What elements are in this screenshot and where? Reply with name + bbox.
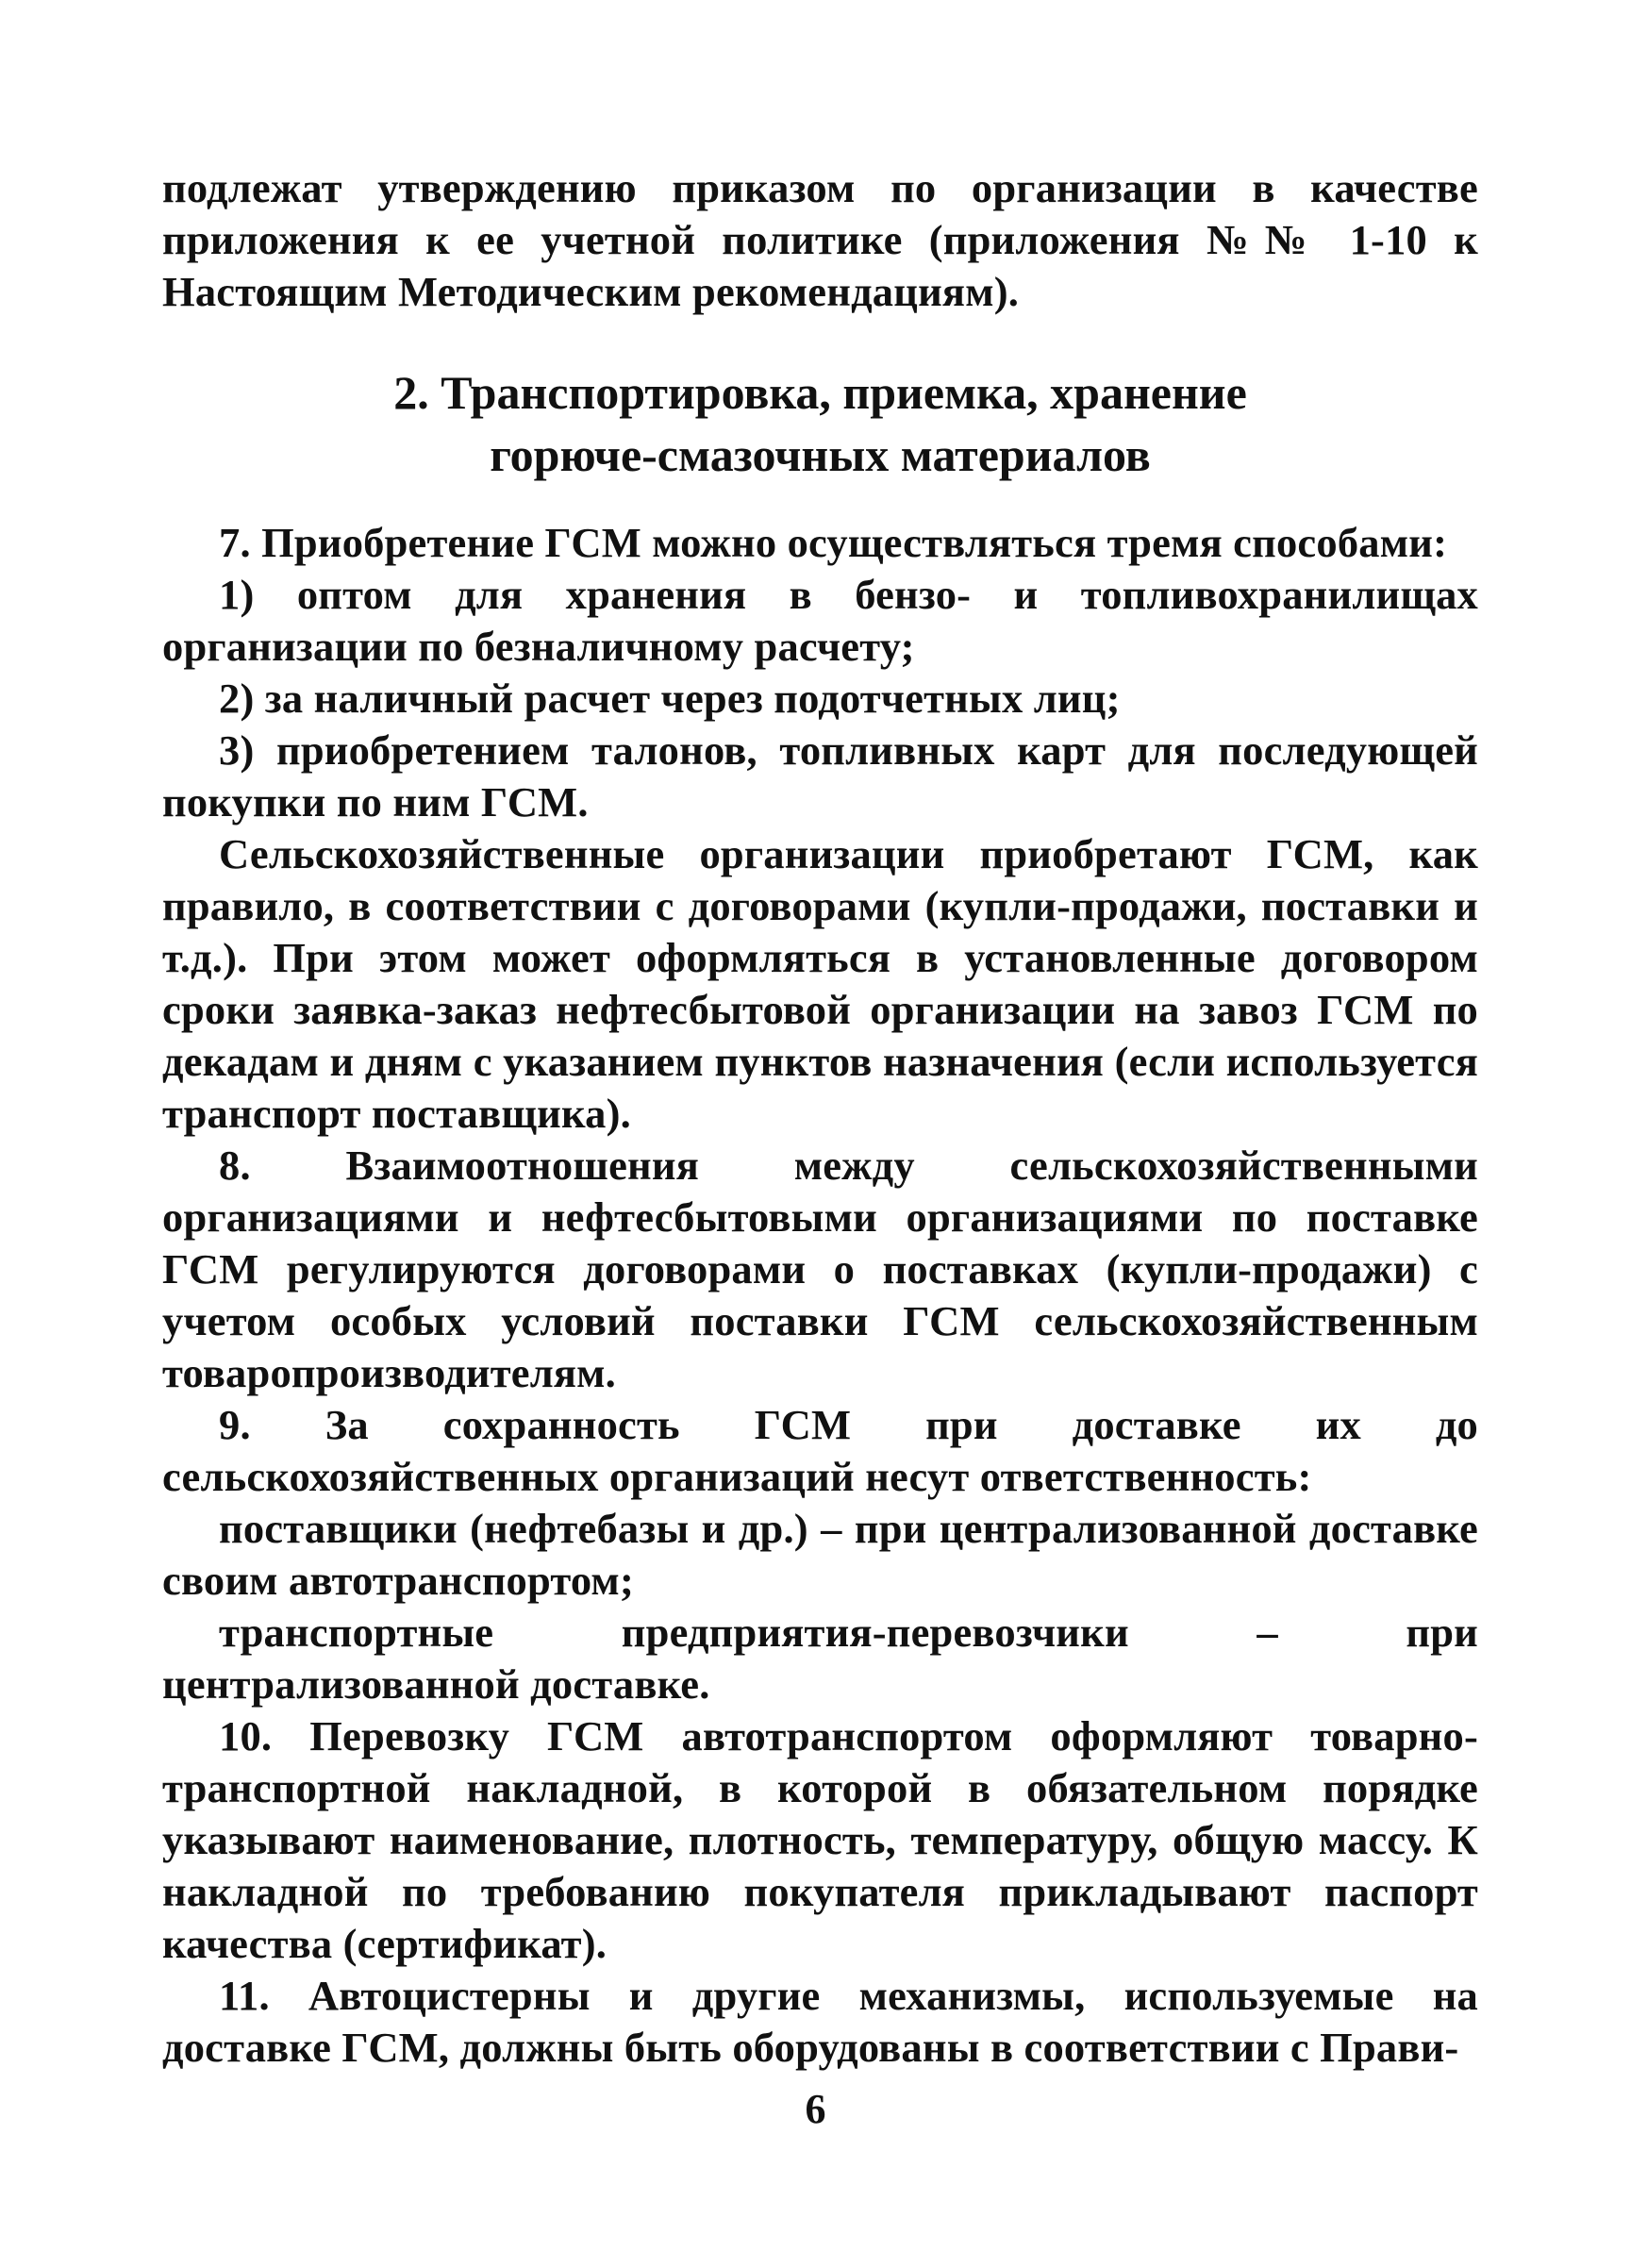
paragraph-agricultural-organizations: Сельскохозяйственные организации приобретают ГСМ, как правило, в соответствии с договорами (купли-продажи, поставки и т.д.). При этом может оформляться в установленные договором сроки заявка-заказ нефтесбытовой организации на завоз ГСМ по декадам и дням с указанием пунктов назначения (если используется транспорт поставщика). bbox=[162, 830, 1478, 1137]
list-item-2: 2) за наличный расчет через подотчетных лиц; bbox=[219, 675, 1121, 722]
intro-paragraph: подлежат утверждению приказом по организации в качестве приложения к ее учетной политике (приложения №№ 1-10 к Настоящим Методическим рекомендациям). bbox=[162, 164, 1478, 315]
paragraph-carriers: транспортные предприятия-перевозчики – при централизованной доставке. bbox=[162, 1609, 1478, 1708]
page-number: 6 bbox=[805, 2086, 826, 2132]
paragraph-suppliers: поставщики (нефтебазы и др.) – при централизованной доставке своим автотранспортом; bbox=[162, 1505, 1478, 1604]
paragraph-8: 8. Взаимоотношения между сельскохозяйственными организациями и нефтесбытовыми организациями по поставке ГСМ регулируются договорами о поставках (купли-продажи) с учетом особых условий поставки ГСМ сельскохозяйственным товаропроизводителям. bbox=[162, 1142, 1478, 1396]
paragraph-11: 11. Автоцистерны и другие механизмы, используемые на доставке ГСМ, должны быть оборудованы в соответствии с Прави- bbox=[162, 1972, 1478, 2071]
list-item-3: 3) приобретением талонов, топливных карт для последующей покупки по ним ГСМ. bbox=[162, 726, 1478, 825]
intro-text-block bbox=[162, 162, 1478, 318]
list-item-1: 1) оптом для хранения в бензо- и топливохранилищах организации по безналичному расчету; bbox=[162, 571, 1478, 670]
section-heading bbox=[162, 361, 1478, 486]
paragraph-7: 7. Приобретение ГСМ можно осуществляться тремя способами: bbox=[219, 519, 1448, 566]
paragraph-9: 9. За сохранность ГСМ при доставке их до сельскохозяйственных организаций несут ответственность: bbox=[162, 1401, 1478, 1500]
section-heading-line-1: 2. Транспортировка, приемка, хранение bbox=[393, 366, 1247, 419]
section-heading-line-2: горюче-смазочных материалов bbox=[490, 428, 1151, 481]
paragraph-10: 10. Перевозку ГСМ автотранспортом оформляют товарно-транспортной накладной, в которой в обязательном порядке указывают наименование, плотность, температуру, общую массу. К накладной по требованию покупателя прикладывают паспорт качества (сертификат). bbox=[162, 1712, 1478, 1967]
section-body bbox=[162, 517, 1478, 2074]
